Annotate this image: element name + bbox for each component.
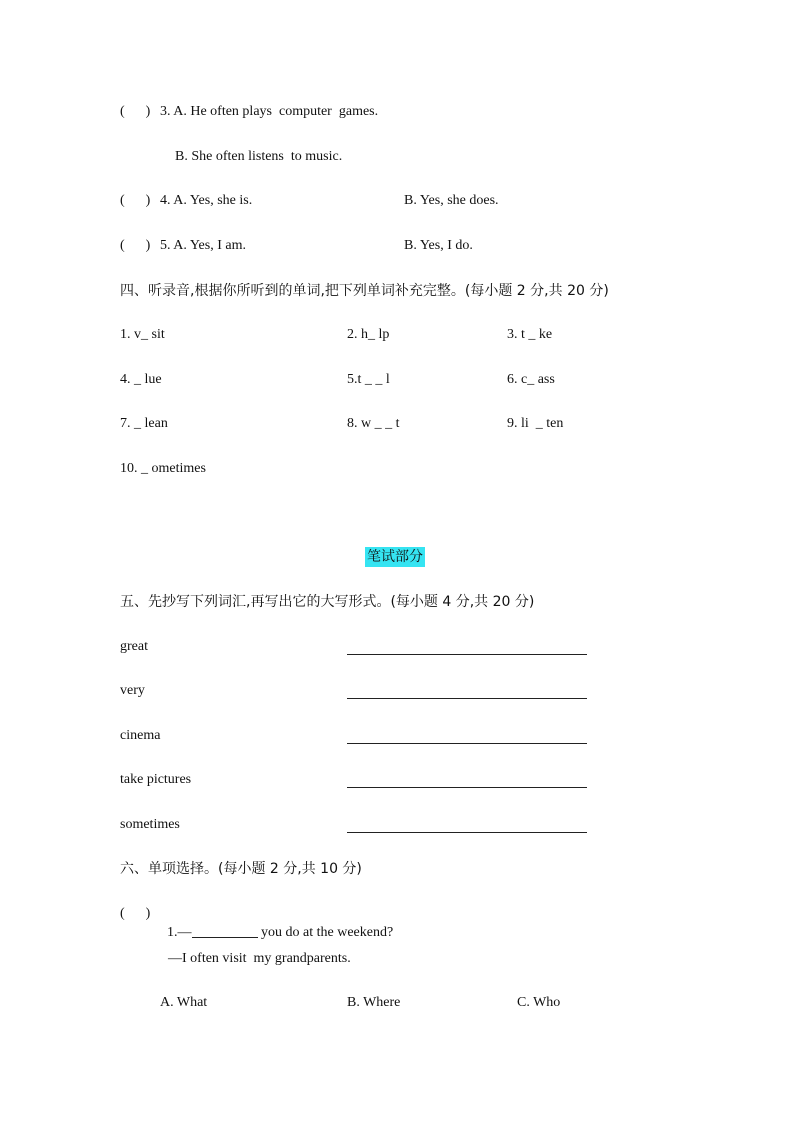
mc-q1-answer-line: —I often visit my grandparents. <box>168 951 351 966</box>
fill-item-3[interactable]: 3. t _ ke <box>507 327 553 342</box>
fill-item-1[interactable]: 1. v_ sit <box>120 327 165 342</box>
fill-item-2[interactable]: 2. h_ lp <box>347 327 390 342</box>
fill-item-6[interactable]: 6. c_ ass <box>507 372 555 387</box>
fill-item-7[interactable]: 7. _ lean <box>120 416 168 431</box>
section4-heading: 四、听录音,根据你所听到的单词,把下列单词补充完整。(每小题 2 分,共 20 分) <box>120 283 609 299</box>
copy-word-sometimes: sometimes <box>120 817 180 832</box>
q5-option-b: B. Yes, I do. <box>404 238 473 253</box>
fill-item-10[interactable]: 10. _ ometimes <box>120 461 206 476</box>
copy-line-sometimes[interactable] <box>347 832 587 833</box>
mc-q1-suffix: you do at the weekend? <box>257 925 394 940</box>
mc-q1-prefix: 1.— <box>167 925 192 940</box>
copy-word-take-pictures: take pictures <box>120 772 192 787</box>
mc-q1-option-b[interactable]: B. Where <box>347 995 401 1010</box>
copy-word-great: great <box>120 639 148 654</box>
section5-heading: 五、先抄写下列词汇,再写出它的大写形式。(每小题 4 分,共 20 分) <box>120 594 535 610</box>
fill-item-9[interactable]: 9. li _ ten <box>507 416 564 431</box>
written-part-title: 笔试部分 <box>367 549 423 565</box>
mc-q1-option-a[interactable]: A. What <box>160 995 208 1010</box>
mc-q1-blank[interactable] <box>192 923 258 938</box>
q4-paren[interactable]: ( ) <box>120 193 151 208</box>
fill-item-8[interactable]: 8. w _ _ t <box>347 416 400 431</box>
mc-q1-option-c[interactable]: C. Who <box>517 995 561 1010</box>
q5-paren[interactable]: ( ) <box>120 238 151 253</box>
q3-option-a: 3. A. He often plays computer games. <box>160 104 379 119</box>
mc-q1-question <box>160 905 393 942</box>
copy-line-great[interactable] <box>347 654 587 655</box>
copy-line-very[interactable] <box>347 698 587 699</box>
q4-option-b: B. Yes, she does. <box>404 193 499 208</box>
fill-item-4[interactable]: 4. _ lue <box>120 372 162 387</box>
q3-option-b: B. She often listens to music. <box>175 149 343 164</box>
q4-option-a: 4. A. Yes, she is. <box>160 193 253 208</box>
copy-line-cinema[interactable] <box>347 743 587 744</box>
section6-heading: 六、单项选择。(每小题 2 分,共 10 分) <box>120 861 362 877</box>
fill-item-5[interactable]: 5.t _ _ l <box>347 372 390 387</box>
q3-paren[interactable]: ( ) <box>120 104 151 119</box>
copy-line-take-pictures[interactable] <box>347 787 587 788</box>
copy-word-cinema: cinema <box>120 728 161 743</box>
mc-q1-paren[interactable]: ( ) <box>120 906 151 921</box>
q5-option-a: 5. A. Yes, I am. <box>160 238 246 253</box>
copy-word-very: very <box>120 683 145 698</box>
